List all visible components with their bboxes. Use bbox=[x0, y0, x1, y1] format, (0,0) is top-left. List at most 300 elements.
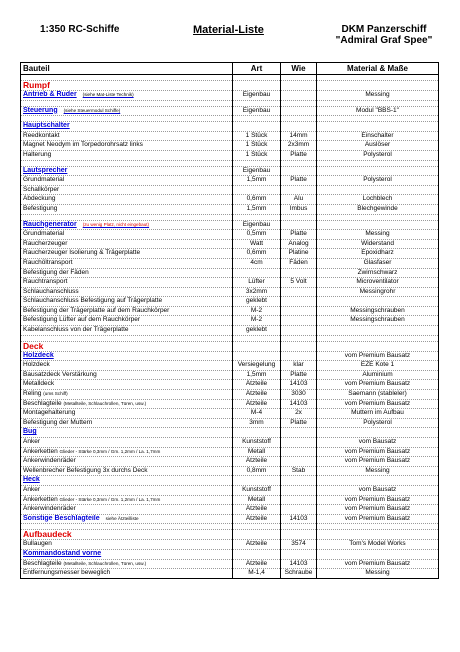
cell-text: 14103 bbox=[289, 514, 308, 522]
row-note: (siehe Mat-Liste Technik) bbox=[82, 92, 134, 97]
cell-c4 bbox=[317, 141, 439, 151]
cell-text: 3574 bbox=[291, 540, 306, 548]
cell-text: vom Premium Bausatz bbox=[344, 380, 411, 388]
cell-c3 bbox=[281, 370, 317, 380]
cell-c2 bbox=[233, 297, 281, 307]
table-row bbox=[21, 306, 439, 316]
cell-c1 bbox=[21, 390, 233, 400]
cell-text: 3mm bbox=[249, 418, 264, 426]
row-detail: (Metallteile, Schlauchrollen, Türen, usw.) bbox=[63, 400, 147, 406]
cell-text: Platte bbox=[290, 418, 307, 426]
cell-text: Steuerung bbox=[23, 106, 58, 114]
cell-c1 bbox=[21, 297, 233, 307]
cell-c3 bbox=[281, 141, 317, 151]
cell-text: Alu bbox=[293, 195, 304, 203]
cell-c2 bbox=[233, 239, 281, 249]
cell-text: Polysterol bbox=[363, 418, 392, 426]
subsection-row bbox=[21, 122, 439, 132]
cell-c3 bbox=[281, 447, 317, 457]
cell-c3 bbox=[281, 195, 317, 205]
cell-c3 bbox=[281, 559, 317, 569]
cell-text: Entfernungsmesser beweglich bbox=[23, 569, 111, 577]
cell-c1 bbox=[21, 476, 233, 486]
cell-text: M-4 bbox=[250, 409, 263, 417]
cell-text: Messing bbox=[365, 466, 390, 474]
table-row bbox=[21, 326, 439, 336]
cell-text: Kunststoff bbox=[242, 485, 271, 493]
cell-c2 bbox=[233, 370, 281, 380]
cell-text: Heck bbox=[23, 476, 40, 484]
model-scale-label: 1:350 RC-Schiffe bbox=[40, 24, 120, 35]
table-row bbox=[21, 185, 439, 195]
cell-text: Beschlagteile bbox=[23, 399, 62, 407]
cell-text: Grundmaterial bbox=[23, 230, 65, 238]
cell-c2 bbox=[233, 249, 281, 259]
cell-c3 bbox=[281, 185, 317, 195]
cell-text: Anker bbox=[23, 438, 40, 445]
cell-text: vom Bausatz bbox=[358, 485, 397, 493]
cell-c2 bbox=[233, 316, 281, 326]
cell-c4 bbox=[317, 476, 439, 486]
table-row bbox=[21, 239, 439, 249]
cell-c3 bbox=[281, 150, 317, 160]
cell-c3 bbox=[281, 351, 317, 361]
cell-c1 bbox=[21, 185, 233, 195]
table-row bbox=[21, 204, 439, 214]
cell-c1 bbox=[21, 341, 233, 351]
table-row bbox=[21, 268, 439, 278]
table-row bbox=[21, 485, 439, 495]
cell-text: Anker bbox=[23, 485, 40, 493]
table-row bbox=[21, 399, 439, 409]
cell-c1 bbox=[21, 326, 233, 336]
cell-text: Metall bbox=[247, 495, 266, 503]
cell-c2 bbox=[233, 220, 281, 230]
ship-name bbox=[328, 24, 440, 46]
cell-c2 bbox=[233, 122, 281, 132]
cell-text: Ätzteile bbox=[245, 559, 268, 567]
cell-text: 14mm bbox=[289, 131, 308, 139]
cell-c4 bbox=[317, 278, 439, 288]
material-table bbox=[20, 62, 439, 579]
column-header-bauteil: Bauteil bbox=[21, 63, 233, 75]
cell-text: Widerstand bbox=[361, 239, 394, 247]
cell-c4 bbox=[317, 390, 439, 400]
cell-c2 bbox=[233, 447, 281, 457]
cell-c4 bbox=[317, 258, 439, 268]
cell-text: M-1,4 bbox=[248, 569, 265, 577]
cell-c4 bbox=[317, 131, 439, 141]
cell-c4 bbox=[317, 176, 439, 186]
cell-c3 bbox=[281, 361, 317, 371]
cell-text: 0,8mm bbox=[246, 466, 267, 474]
cell-c4 bbox=[317, 370, 439, 380]
cell-c4 bbox=[317, 505, 439, 515]
cell-text: vom Premium Bausatz bbox=[344, 514, 411, 522]
cell-text: Rauchtransport bbox=[23, 278, 68, 286]
cell-c3 bbox=[281, 380, 317, 390]
cell-c3 bbox=[281, 466, 317, 476]
cell-c4 bbox=[317, 559, 439, 569]
cell-c1 bbox=[21, 106, 233, 116]
cell-c1 bbox=[21, 258, 233, 268]
cell-c1 bbox=[21, 249, 233, 259]
cell-c3 bbox=[281, 390, 317, 400]
cell-text: Metalldeck bbox=[23, 380, 55, 388]
cell-c1 bbox=[21, 204, 233, 214]
cell-text: Microventilator bbox=[356, 278, 399, 286]
cell-c3 bbox=[281, 399, 317, 409]
table-row bbox=[21, 457, 439, 467]
cell-c1 bbox=[21, 380, 233, 390]
cell-text: 14103 bbox=[289, 559, 308, 567]
cell-c4 bbox=[317, 230, 439, 240]
row-note: siehe Ätzteilliste bbox=[105, 515, 139, 521]
cell-text: Befestigung der Fäden bbox=[23, 268, 89, 276]
cell-c3 bbox=[281, 278, 317, 288]
cell-c1 bbox=[21, 505, 233, 515]
cell-c2 bbox=[233, 306, 281, 316]
cell-c1 bbox=[21, 438, 233, 448]
cell-text: Platte bbox=[290, 176, 307, 184]
subsection-row bbox=[21, 351, 439, 361]
cell-text: Kunststoff bbox=[242, 438, 271, 445]
cell-text: Abdeckung bbox=[23, 195, 56, 203]
cell-text: Analog bbox=[288, 239, 309, 247]
cell-text: vom Premium Bausatz bbox=[344, 495, 411, 503]
cell-c2 bbox=[233, 341, 281, 351]
cell-text: Beschlagteile bbox=[23, 559, 62, 567]
cell-c1 bbox=[21, 569, 233, 579]
cell-text: Blechgewinde bbox=[357, 204, 398, 212]
cell-c4 bbox=[317, 297, 439, 307]
cell-c2 bbox=[233, 204, 281, 214]
cell-c1 bbox=[21, 457, 233, 467]
cell-text: 1,5mm bbox=[246, 176, 267, 184]
cell-text: 2x3mm bbox=[287, 141, 310, 149]
table-row bbox=[21, 559, 439, 569]
cell-text: EZE Kote 1 bbox=[360, 361, 395, 369]
row-detail: (Metallteile, Schlauchrollen, Türen, usw.) bbox=[63, 560, 147, 566]
table-header-row bbox=[21, 63, 439, 75]
cell-c1 bbox=[21, 399, 233, 409]
cell-c2 bbox=[233, 399, 281, 409]
cell-c1 bbox=[21, 131, 233, 141]
cell-c1 bbox=[21, 220, 233, 230]
cell-text: Aluminium bbox=[362, 370, 393, 378]
cell-text: Ätzteile bbox=[245, 540, 268, 548]
cell-c3 bbox=[281, 418, 317, 428]
cell-text: Ankerwindenräder bbox=[23, 457, 76, 465]
cell-c4 bbox=[317, 380, 439, 390]
cell-text: klar bbox=[293, 361, 304, 369]
cell-text: Polysterol bbox=[363, 150, 392, 158]
document-title: Material-Liste bbox=[193, 24, 264, 36]
cell-c4 bbox=[317, 239, 439, 249]
cell-text: Grundmaterial bbox=[23, 176, 65, 184]
cell-text: 14103 bbox=[289, 380, 308, 388]
cell-c4 bbox=[317, 399, 439, 409]
cell-c3 bbox=[281, 230, 317, 240]
cell-c2 bbox=[233, 150, 281, 160]
cell-c4 bbox=[317, 457, 439, 467]
table-row bbox=[21, 150, 439, 160]
cell-text: Ätzteile bbox=[245, 390, 268, 398]
cell-text: Ätzteile bbox=[245, 514, 268, 522]
cell-text: Platine bbox=[288, 249, 309, 257]
cell-c4 bbox=[317, 409, 439, 419]
cell-c2 bbox=[233, 176, 281, 186]
cell-text: Fäden bbox=[289, 258, 308, 266]
cell-text: 0,6mm bbox=[246, 249, 267, 257]
cell-text: Kommandostand vorne bbox=[23, 549, 102, 557]
cell-c3 bbox=[281, 122, 317, 132]
ship-name-line1: DKM Panzerschiff bbox=[341, 24, 427, 35]
subsection-row bbox=[21, 514, 439, 524]
table-body bbox=[21, 75, 439, 579]
table-row bbox=[21, 390, 439, 400]
cell-text: Versiegelung bbox=[237, 361, 276, 369]
cell-c3 bbox=[281, 220, 317, 230]
column-header-art: Art bbox=[233, 63, 281, 75]
cell-c1 bbox=[21, 418, 233, 428]
cell-text: Schlauchanschluss bbox=[23, 287, 79, 295]
row-note: (zu wenig Platz, nicht eingebaut) bbox=[82, 221, 150, 227]
cell-c4 bbox=[317, 530, 439, 540]
cell-c3 bbox=[281, 297, 317, 307]
cell-c3 bbox=[281, 106, 317, 116]
cell-c1 bbox=[21, 306, 233, 316]
cell-text: Bausatzdeck Verstärkung bbox=[23, 370, 97, 378]
cell-c2 bbox=[233, 390, 281, 400]
cell-c4 bbox=[317, 428, 439, 438]
table-row bbox=[21, 141, 439, 151]
cell-text: Befestigung der Muttern bbox=[23, 418, 93, 426]
subsection-row bbox=[21, 428, 439, 438]
cell-text: Raucherzeuger bbox=[23, 239, 68, 247]
cell-c1 bbox=[21, 287, 233, 297]
row-detail: Glieder - Stärke 0,3mm / Gm. 1,2mm / La. 1,7mm bbox=[59, 496, 161, 502]
column-header-material: Material & Maße bbox=[317, 63, 439, 75]
cell-text: Ätzteile bbox=[245, 399, 268, 407]
subsection-row bbox=[21, 166, 439, 176]
cell-text: geklebt bbox=[246, 297, 267, 305]
cell-text: Wellenbrecher Befestigung 3x durchs Deck bbox=[23, 466, 148, 474]
cell-c4 bbox=[317, 569, 439, 579]
cell-c1 bbox=[21, 268, 233, 278]
table-row bbox=[21, 297, 439, 307]
cell-c4 bbox=[317, 447, 439, 457]
cell-text: vom Premium Bausatz bbox=[344, 399, 411, 407]
table-row bbox=[21, 438, 439, 448]
cell-c4 bbox=[317, 150, 439, 160]
cell-c2 bbox=[233, 409, 281, 419]
row-detail: Glieder - Stärke 0,3mm / Gm. 1,2mm / La. 1,7mm bbox=[59, 448, 161, 454]
cell-text: Messingschrauben bbox=[350, 316, 405, 324]
column-header-wie: Wie bbox=[281, 63, 317, 75]
table-row bbox=[21, 316, 439, 326]
cell-c2 bbox=[233, 166, 281, 176]
cell-c3 bbox=[281, 316, 317, 326]
cell-c1 bbox=[21, 530, 233, 540]
cell-text: Montagehalterung bbox=[23, 409, 76, 417]
cell-c3 bbox=[281, 176, 317, 186]
cell-c2 bbox=[233, 268, 281, 278]
cell-c2 bbox=[233, 505, 281, 515]
cell-text: Messingschrauben bbox=[350, 306, 405, 314]
cell-text: 1,5mm bbox=[246, 370, 267, 378]
cell-text: Auslöser bbox=[364, 141, 391, 149]
table-row bbox=[21, 505, 439, 515]
table-row bbox=[21, 195, 439, 205]
cell-c4 bbox=[317, 438, 439, 448]
cell-text: vom Premium Bausatz bbox=[344, 351, 411, 359]
cell-c2 bbox=[233, 485, 281, 495]
subsection-row bbox=[21, 476, 439, 486]
cell-c2 bbox=[233, 81, 281, 91]
cell-c3 bbox=[281, 476, 317, 486]
cell-c2 bbox=[233, 540, 281, 550]
cell-c3 bbox=[281, 287, 317, 297]
cell-c4 bbox=[317, 91, 439, 101]
cell-c3 bbox=[281, 485, 317, 495]
cell-text: vom Premium Bausatz bbox=[344, 447, 411, 455]
cell-c3 bbox=[281, 166, 317, 176]
cell-c3 bbox=[281, 258, 317, 268]
cell-text: Einschalter bbox=[361, 131, 394, 139]
cell-c1 bbox=[21, 409, 233, 419]
cell-text: Metall bbox=[247, 447, 266, 455]
cell-c1 bbox=[21, 195, 233, 205]
cell-c2 bbox=[233, 418, 281, 428]
cell-text: 5 Volt bbox=[290, 278, 307, 286]
cell-c1 bbox=[21, 540, 233, 550]
table-row bbox=[21, 418, 439, 428]
table-row bbox=[21, 287, 439, 297]
cell-text: Halterung bbox=[23, 150, 52, 158]
cell-text: Schallkörper bbox=[23, 185, 60, 193]
cell-c4 bbox=[317, 268, 439, 278]
cell-c1 bbox=[21, 150, 233, 160]
cell-text: vom Bausatz bbox=[358, 438, 397, 445]
cell-text: Tom's Model Works bbox=[349, 540, 406, 548]
cell-text: Ätzteile bbox=[245, 457, 268, 465]
cell-text: vom Premium Bausatz bbox=[344, 457, 411, 465]
cell-c3 bbox=[281, 239, 317, 249]
cell-text: Rauchöltransport bbox=[23, 258, 73, 266]
cell-c2 bbox=[233, 549, 281, 559]
cell-c2 bbox=[233, 195, 281, 205]
table-row bbox=[21, 249, 439, 259]
cell-c1 bbox=[21, 549, 233, 559]
cell-text: Deck bbox=[23, 341, 44, 351]
cell-c4 bbox=[317, 549, 439, 559]
subsection-row bbox=[21, 91, 439, 101]
cell-c2 bbox=[233, 131, 281, 141]
cell-c4 bbox=[317, 185, 439, 195]
cell-text: M-2 bbox=[250, 316, 263, 324]
cell-text: Holzdeck bbox=[23, 361, 50, 369]
cell-text: Raucherzeuger Isolierung & Trägerplatte bbox=[23, 249, 141, 257]
cell-text: Polysterol bbox=[363, 176, 392, 184]
cell-c2 bbox=[233, 326, 281, 336]
cell-c4 bbox=[317, 514, 439, 524]
cell-text: Ankerwindenräder bbox=[23, 505, 76, 513]
cell-c1 bbox=[21, 81, 233, 91]
cell-text: Glasfaser bbox=[363, 258, 392, 266]
subsection-row bbox=[21, 220, 439, 230]
cell-c2 bbox=[233, 438, 281, 448]
cell-c4 bbox=[317, 81, 439, 91]
cell-c2 bbox=[233, 287, 281, 297]
cell-text: Lautsprecher bbox=[23, 166, 68, 174]
cell-c3 bbox=[281, 569, 317, 579]
cell-c4 bbox=[317, 204, 439, 214]
cell-text: Zwirnschwarz bbox=[357, 268, 398, 276]
cell-text: Rumpf bbox=[23, 80, 50, 90]
cell-text: Antrieb & Ruder bbox=[23, 91, 77, 98]
cell-text: geklebt bbox=[246, 326, 267, 334]
cell-c4 bbox=[317, 485, 439, 495]
cell-c1 bbox=[21, 514, 233, 524]
cell-c1 bbox=[21, 370, 233, 380]
cell-c2 bbox=[233, 466, 281, 476]
cell-c4 bbox=[317, 106, 439, 116]
cell-text: Muttern im Aufbau bbox=[351, 409, 404, 417]
cell-c4 bbox=[317, 287, 439, 297]
cell-text: Stab bbox=[291, 466, 306, 474]
cell-text: Messing bbox=[365, 230, 390, 238]
cell-text: Kabelanschluss von der Trägerplatte bbox=[23, 326, 129, 334]
cell-text: Saemann (stableler) bbox=[348, 390, 407, 398]
cell-text: 1,5mm bbox=[246, 204, 267, 212]
cell-c1 bbox=[21, 316, 233, 326]
cell-c1 bbox=[21, 485, 233, 495]
cell-c2 bbox=[233, 361, 281, 371]
table-row bbox=[21, 540, 439, 550]
cell-c4 bbox=[317, 466, 439, 476]
cell-c4 bbox=[317, 249, 439, 259]
cell-text: Rauchgenerator bbox=[23, 220, 77, 228]
cell-c1 bbox=[21, 559, 233, 569]
cell-c2 bbox=[233, 559, 281, 569]
cell-c4 bbox=[317, 306, 439, 316]
cell-text: Schraube bbox=[284, 569, 313, 577]
cell-c1 bbox=[21, 166, 233, 176]
cell-text: Holzdeck bbox=[23, 351, 54, 359]
table-row bbox=[21, 370, 439, 380]
cell-c2 bbox=[233, 106, 281, 116]
cell-text: Ankerketten bbox=[23, 495, 58, 503]
table-row bbox=[21, 176, 439, 186]
cell-text: Platte bbox=[290, 150, 307, 158]
table-row bbox=[21, 569, 439, 579]
cell-text: 0,5mm bbox=[246, 230, 267, 238]
cell-text: Watt bbox=[249, 239, 264, 247]
row-note: (siehe Steuermodul Schiffe) bbox=[63, 107, 121, 113]
subsection-row bbox=[21, 106, 439, 116]
cell-text: Eigenbau bbox=[242, 166, 271, 174]
cell-text: Befestigung Lüfter auf dem Rauchkörper bbox=[23, 316, 141, 324]
cell-text: Bullaugen bbox=[23, 540, 52, 548]
cell-c4 bbox=[317, 220, 439, 230]
cell-text: vom Premium Bausatz bbox=[344, 559, 411, 567]
cell-c2 bbox=[233, 476, 281, 486]
table-row bbox=[21, 258, 439, 268]
cell-c3 bbox=[281, 341, 317, 351]
cell-c2 bbox=[233, 141, 281, 151]
cell-text: Eigenbau bbox=[242, 220, 271, 228]
